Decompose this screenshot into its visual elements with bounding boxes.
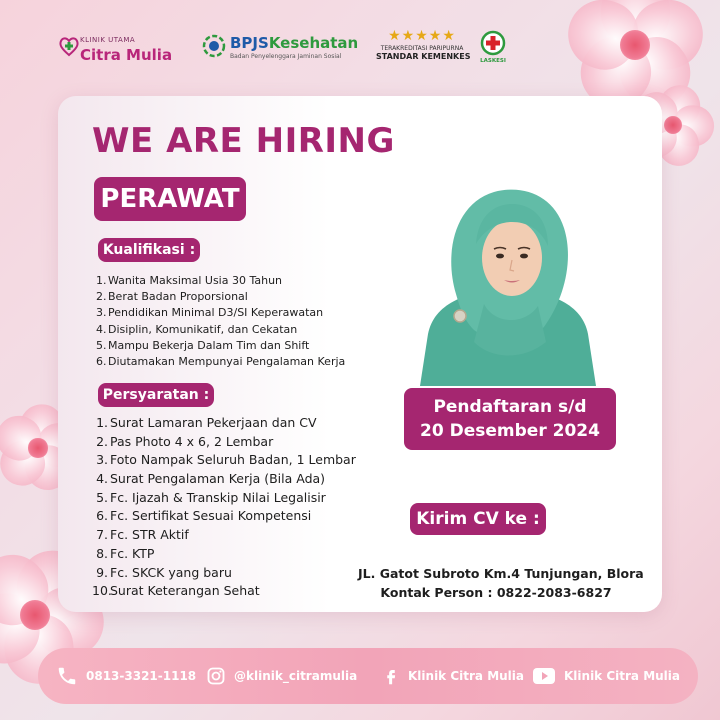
requirements-label: Persyaratan :	[98, 383, 214, 407]
list-item: 2. Berat Badan Proporsional	[96, 290, 248, 304]
position-badge: PERAWAT	[94, 177, 246, 221]
footer-contact-bar	[38, 648, 698, 704]
list-item: 4. Surat Pengalaman Kerja (Bila Ada)	[96, 471, 326, 487]
clinic-heart-cross-icon	[58, 34, 80, 58]
list-item: 2. Pas Photo 4 x 6, 2 Lembar	[96, 433, 274, 449]
list-item: 1. Wanita Maksimal Usia 30 Tahun	[96, 274, 283, 287]
footer-phone[interactable]	[56, 648, 196, 704]
list-item: 4. Disiplin, Komunikatif, dan Cekatan	[96, 322, 298, 336]
footer-youtube[interactable]	[532, 648, 680, 704]
address-text: JL. Gatot Subroto Km.4 Tunjungan, Blora	[358, 566, 644, 581]
accreditation-line2: STANDAR KEMENKES	[376, 52, 471, 61]
accreditation-line1: TERAKREDITASI PARIPURNA	[380, 45, 464, 52]
footer-instagram[interactable]	[206, 648, 357, 704]
list-item: 3. Pendidikan Minimal D3/SI Keperawatan	[96, 306, 324, 320]
list-item: 5. Mampu Bekerja Dalam Tim dan Shift	[96, 338, 310, 352]
nurse-photo	[414, 174, 602, 386]
star-rating-icon: ★★★★★	[388, 28, 456, 44]
clinic-name: Citra Mulia	[80, 46, 173, 64]
footer-phone-text: 0813-3321-1118	[86, 669, 197, 683]
bpjs-emblem-icon	[202, 34, 226, 58]
instagram-icon	[206, 666, 226, 686]
footer-facebook-text: Klinik Citra Mulia	[408, 669, 524, 683]
facebook-icon	[382, 666, 400, 686]
page-title: WE ARE HIRING	[92, 121, 395, 161]
accreditation-badge	[376, 28, 471, 61]
qualifications-label: Kualifikasi :	[98, 238, 200, 262]
list-item: 1. Surat Lamaran Pekerjaan dan CV	[96, 415, 317, 430]
footer-instagram-text: @klinik_citramulia	[234, 669, 358, 683]
list-item: 5. Fc. Ijazah & Transkip Nilai Legalisir	[96, 489, 326, 505]
send-cv-label: Kirim CV ke :	[410, 503, 546, 535]
registration-line1: Pendaftaran s/d	[433, 397, 587, 417]
list-item: 6. Fc. Sertifikat Sesuai Kompetensi	[96, 508, 312, 524]
list-item: 7. Fc. STR Aktif	[96, 527, 189, 543]
qualifications-list	[96, 273, 345, 370]
clinic-small-label: KLINIK UTAMA	[80, 36, 136, 44]
header-logos	[0, 22, 720, 70]
laskesi-emblem-icon	[478, 30, 508, 64]
laskesi-logo	[478, 30, 508, 64]
bpjs-subtitle: Badan Penyelenggara Jaminan Sosial	[230, 53, 342, 60]
list-item: 3. Foto Nampak Seluruh Badan, 1 Lembar	[96, 452, 356, 468]
svg-text:LASKESI: LASKESI	[480, 58, 506, 64]
footer-youtube-text: Klinik Citra Mulia	[564, 669, 680, 683]
contact-person-text: Kontak Person : 0822-2083-6827	[380, 585, 612, 600]
list-item: 9. Fc. SKCK yang baru	[96, 564, 232, 580]
list-item: 6. Diutamakan Mempunyai Pengalaman Kerja	[96, 354, 346, 368]
youtube-icon	[532, 667, 556, 685]
registration-line2: 20 Desember 2024	[420, 421, 600, 441]
list-item: 10. Surat Keterangan Sehat	[92, 583, 260, 599]
registration-deadline-badge	[404, 388, 616, 450]
phone-icon	[56, 665, 78, 687]
bpjs-name: BPJSKesehatan	[230, 34, 359, 52]
requirements-list	[92, 414, 356, 601]
list-item: 8. Fc. KTP	[96, 545, 155, 561]
footer-facebook[interactable]	[382, 648, 524, 704]
